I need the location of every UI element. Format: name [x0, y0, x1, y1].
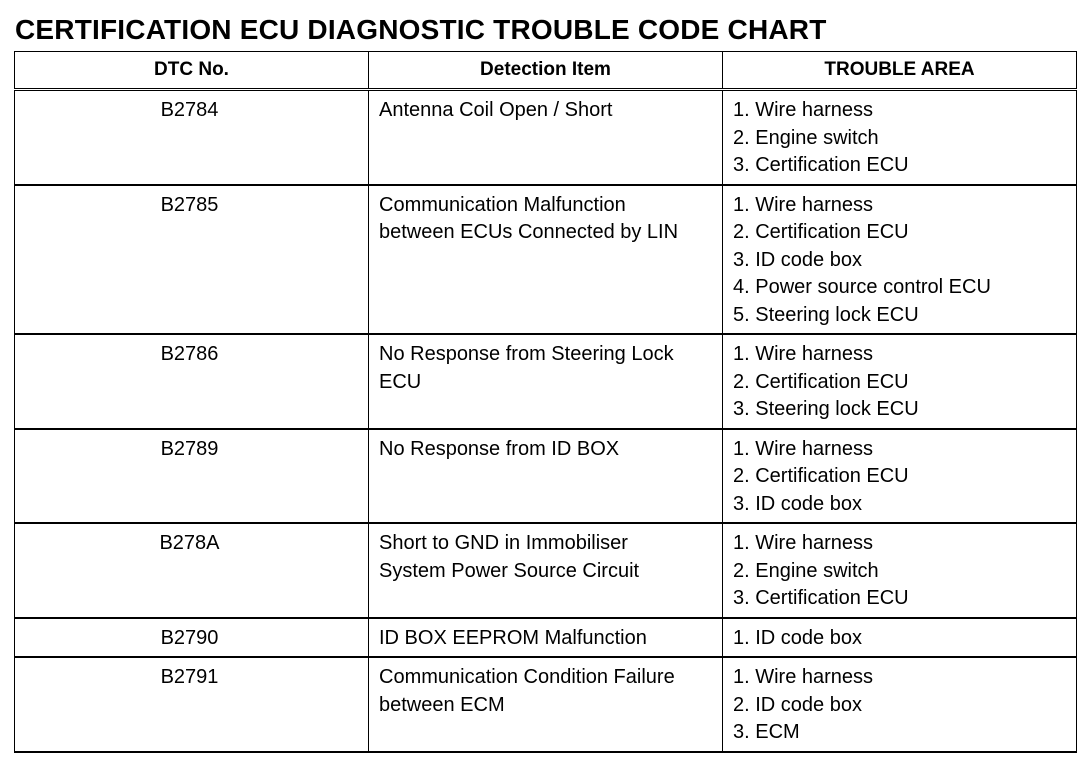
detection-item-cell — [369, 185, 723, 335]
page-title: CERTIFICATION ECU DIAGNOSTIC TROUBLE CODE CHART — [15, 14, 827, 45]
table-row — [15, 429, 1077, 524]
trouble-area-item: 2. ID code box — [733, 693, 862, 716]
trouble-area-item: 1. Wire harness — [733, 193, 874, 216]
table-header-row — [15, 52, 1077, 90]
trouble-area-cell — [723, 523, 1077, 618]
dtc-code-cell: B2791 — [15, 657, 369, 752]
dtc-code-cell: B2786 — [15, 334, 369, 429]
trouble-area-cell — [723, 429, 1077, 524]
trouble-area-item: 2. Certification ECU — [733, 370, 909, 393]
table-row — [15, 618, 1077, 658]
detection-item-cell — [369, 334, 723, 429]
dtc-chart-table — [14, 51, 1077, 753]
trouble-area-item: 1. Wire harness — [733, 666, 874, 688]
trouble-area-item: 3. Steering lock ECU — [733, 398, 919, 420]
detection-item-line: No Response from Steering Lock — [379, 343, 674, 365]
dtc-code-cell: B2789 — [15, 429, 369, 524]
table-row — [15, 90, 1077, 185]
detection-item-line: between ECUs Connected by LIN — [379, 221, 679, 243]
detection-item-line: between ECM — [379, 693, 505, 716]
trouble-area-item: 4. Power source control ECU — [733, 276, 991, 298]
dtc-code-cell: B2785 — [15, 185, 369, 335]
trouble-area-item: 1. Wire harness — [733, 532, 874, 554]
table-row — [15, 334, 1077, 429]
table-row — [15, 523, 1077, 618]
detection-item-line: No Response from ID BOX — [379, 437, 620, 460]
detection-item-cell — [369, 618, 723, 658]
trouble-area-cell — [723, 334, 1077, 429]
dtc-code-cell: B2790 — [15, 618, 369, 658]
detection-item-line: Antenna Coil Open / Short — [379, 99, 613, 121]
detection-item-line: Short to GND in Immobiliser — [379, 532, 628, 554]
trouble-area-item: 2. Certification ECU — [733, 465, 909, 487]
dtc-code-cell: B278A — [15, 523, 369, 618]
trouble-area-cell — [723, 185, 1077, 335]
trouble-area-item: 1. Wire harness — [733, 437, 874, 460]
dtc-code-cell: B2784 — [15, 90, 369, 185]
table-row — [15, 185, 1077, 335]
trouble-area-item: 5. Steering lock ECU — [733, 303, 919, 326]
column-header-detection-item: Detection Item — [369, 52, 723, 90]
trouble-area-item: 3. Certification ECU — [733, 154, 909, 176]
detection-item-cell — [369, 90, 723, 185]
column-header-dtc-no: DTC No. — [15, 52, 369, 90]
detection-item-cell — [369, 657, 723, 752]
column-header-trouble-area: TROUBLE AREA — [723, 52, 1077, 90]
trouble-area-cell — [723, 618, 1077, 658]
trouble-area-item: 3. ID code box — [733, 492, 862, 515]
trouble-area-item: 1. ID code box — [733, 626, 862, 649]
trouble-area-item: 1. Wire harness — [733, 343, 874, 365]
trouble-area-item: 2. Certification ECU — [733, 221, 909, 243]
detection-item-line: Communication Condition Failure — [379, 666, 675, 688]
trouble-area-item: 2. Engine switch — [733, 559, 879, 582]
detection-item-line: Communication Malfunction — [379, 193, 626, 216]
table-row — [15, 657, 1077, 752]
detection-item-line: System Power Source Circuit — [379, 559, 640, 582]
detection-item-line: ECU — [379, 370, 422, 393]
trouble-area-item: 3. Certification ECU — [733, 587, 909, 609]
detection-item-cell — [369, 429, 723, 524]
trouble-area-cell — [723, 90, 1077, 185]
detection-item-line: ID BOX EEPROM Malfunction — [379, 626, 647, 649]
trouble-area-item: 2. Engine switch — [733, 126, 879, 149]
trouble-area-item: 3. ECM — [733, 721, 800, 743]
trouble-area-item: 3. ID code box — [733, 248, 862, 271]
trouble-area-cell — [723, 657, 1077, 752]
trouble-area-item: 1. Wire harness — [733, 99, 874, 121]
detection-item-cell — [369, 523, 723, 618]
